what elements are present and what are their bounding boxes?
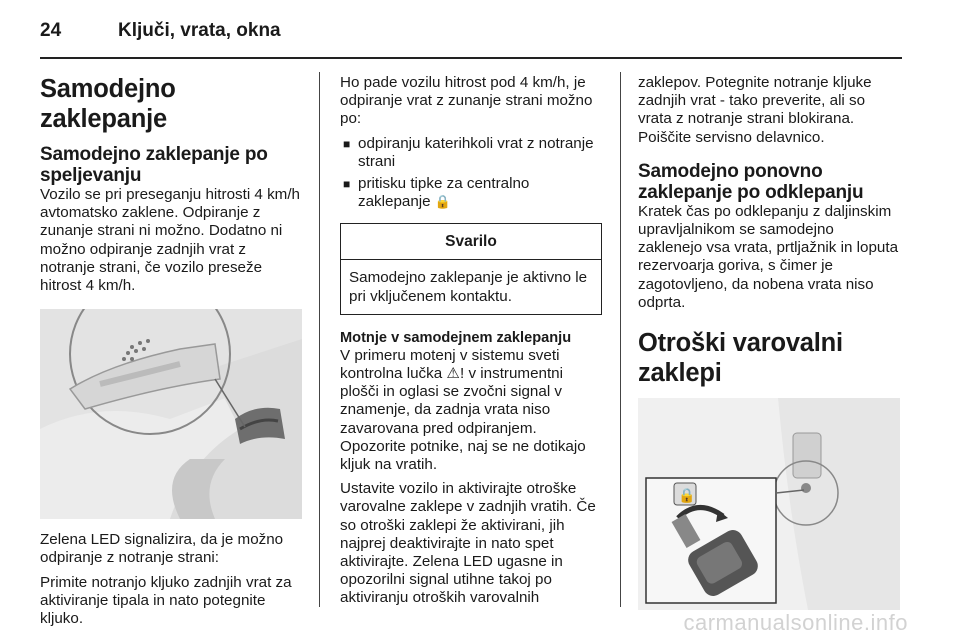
running-header-title: Ključi, vrata, okna [118,20,281,41]
subheading-lock-after-drive: Samodejno zaklepanje po speljevanju [40,144,268,186]
section-heading-child-locks: Otroški varovalni zaklepi [638,329,843,388]
paragraph-relock-description: Kratek čas po odklepanju z daljinskim upravljalnikom se samodejno zaklenejo vsa vrata, prtljažnik in loputa rezervoarja goriva, s čimer je zagotovljeno, da nobena vrata niso odprta. [638,202,899,311]
paragraph-green-led: Zelena LED signalizira, da je možno odpiranje z notranje strani: [40,531,284,567]
subheading-auto-lock-faults: Motnje v samodejnem zaklepanju [340,329,572,346]
figure-door-handle-led [40,309,302,519]
column-divider-2 [620,72,621,607]
list-item [340,135,602,171]
column-3 [638,74,902,610]
bullet-list-unlock-conditions [340,135,602,212]
paragraph-speed-below: Ho pade vozilu hitrost pod 4 km/h, je odpiranje vrat z zunanje strani možno po: [340,74,593,128]
bullet-square-icon: ■ [343,136,351,151]
watermark-text: carmanualsonline.info [683,610,908,635]
paragraph-check-handles: zaklepov. Potegnite notranje kljuke zadnjih vrat - tako preverite, ali so vrata z notranje strani blokirana. Poiščite servisno delavnico. [638,74,872,146]
figure-child-lock-key [638,398,900,610]
section-heading-auto-lock: Samodejno zaklepanje [40,75,176,133]
lock-icon: 🔒 [434,194,452,210]
child-lock-warning-icon: ⚠! [446,365,465,383]
paragraph-fault-warning [340,347,602,474]
subheading-relock-after-unlock: Samodejno ponovno zaklepanje po odklepanju [638,160,864,203]
paragraph-auto-lock-intro: Vozilo se pri preseganju hitrosti 4 km/h avtomatsko zaklene. Odpiranje z zunanje strani ni možno. Dodatno ni možno odpiranje zadnjih vrat z notranje strani, če vozilo preseže hitrost 4 km/h. [40,186,301,295]
list-item [340,175,602,211]
svg-text:🔒: 🔒 [678,488,696,505]
list-item-text: odpiranju katerihkoli vrat z notranje strani [358,134,594,170]
fault-text-after-icon: v instrumentni plošči in oglasi se zvočni signal v znamenje, da zadnja vrata niso zavarovana pred odpiranjem. Opozorite potnike, naj se ne dotikajo kljuk na vratih. [340,365,586,474]
header-rule [40,57,902,59]
warning-box-body: Samodejno zaklepanje je aktivno le pri vključenem kontaktu. [349,269,588,305]
page-number: 24 [40,20,62,41]
warning-box-title: Svarilo [341,224,601,260]
bullet-square-icon: ■ [343,177,351,192]
door-handle-illustration [40,309,302,519]
column-1 [40,74,304,634]
column-divider-1 [319,72,320,607]
paragraph-grab-handle: Primite notranjo kljuko zadnjih vrat za aktiviranje tipala in nato potegnite kljuko. [40,573,292,628]
fault-text-before-icon: V primeru motenj v sistemu sveti kontrolna lučka [340,346,560,383]
list-item-text: pritisku tipke za centralno zaklepanje [358,175,530,211]
warning-box [340,223,602,314]
paragraph-activate-child-locks: Ustavite vozilo in aktivirajte otroške varovalne zaklepe v zadnjih vratih. Če so otroški zaklepi že aktivirani, jih najprej deaktivirajte in nato spet aktivirajte. Zelena LED ugasne in opozorilni signal utihne takoj po aktiviranju otroških varovalnih [340,480,596,607]
child-lock-illustration [638,398,900,610]
column-2 [340,74,602,614]
